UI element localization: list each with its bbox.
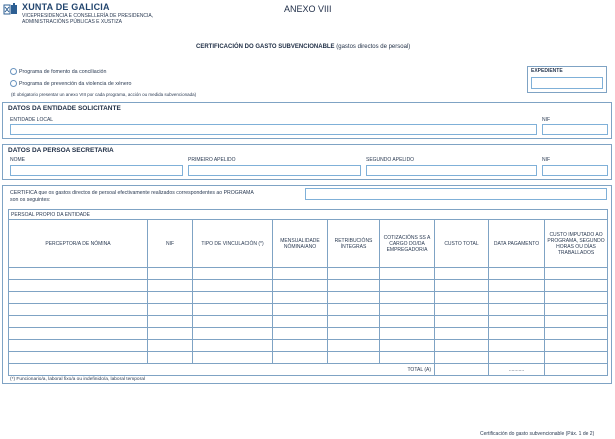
table-cell[interactable]: [328, 316, 380, 328]
table-cell[interactable]: [148, 328, 193, 340]
table-cell[interactable]: [435, 352, 489, 364]
table-cell[interactable]: [148, 316, 193, 328]
table-cell[interactable]: [380, 268, 435, 280]
secretaria-apelido2-label: SEGUNDO APELIDO: [366, 157, 415, 163]
table-cell[interactable]: [9, 352, 148, 364]
table-cell[interactable]: [545, 292, 608, 304]
table-cell[interactable]: [435, 304, 489, 316]
table-cell[interactable]: [148, 268, 193, 280]
entidade-title: DATOS DA ENTIDADE SOLICITANTE: [8, 105, 121, 112]
table-row: [9, 304, 608, 316]
table-cell[interactable]: [489, 268, 545, 280]
program-conciliacion-radio[interactable]: [10, 68, 17, 75]
table-cell[interactable]: [148, 292, 193, 304]
program-conciliacion-label: Programa de fomento da conciliación: [19, 69, 107, 75]
table-cell[interactable]: [489, 292, 545, 304]
table-cell[interactable]: [148, 352, 193, 364]
table-cell[interactable]: [435, 316, 489, 328]
table-cell[interactable]: [380, 352, 435, 364]
secretaria-nif-input[interactable]: [542, 165, 608, 176]
entidade-nif-input[interactable]: [542, 124, 608, 135]
certifica-line1: CERTIFICA que os gastos directos de persoal efectivamente realizados correspondentes ao PROGRAMA: [10, 190, 254, 196]
table-cell[interactable]: [545, 316, 608, 328]
logo-name: XUNTA DE GALICIA: [22, 2, 110, 12]
table-cell[interactable]: [435, 280, 489, 292]
column-header: CUSTO TOTAL: [435, 220, 489, 268]
department-line1: VICEPRESIDENCIA E CONSELLERÍA DE PRESIDENCIA,: [22, 13, 154, 19]
table-cell[interactable]: [489, 304, 545, 316]
table-cell[interactable]: [9, 328, 148, 340]
table-cell[interactable]: [193, 268, 273, 280]
table-cell[interactable]: [545, 340, 608, 352]
column-header: MENSUALIDADE NÓMINA/ANO: [273, 220, 328, 268]
table-cell[interactable]: [489, 340, 545, 352]
certifica-line2: son os seguintes:: [10, 197, 51, 203]
expediente-label: EXPEDIENTE: [531, 68, 563, 74]
table-row: [9, 292, 608, 304]
table-row: [9, 340, 608, 352]
table-row: [9, 328, 608, 340]
secretaria-title: DATOS DA PERSOA SECRETARIA: [8, 147, 114, 154]
total-imputado-cell[interactable]: [545, 364, 608, 376]
table-cell[interactable]: [545, 268, 608, 280]
table-cell[interactable]: [435, 340, 489, 352]
entidade-local-input[interactable]: [10, 124, 537, 135]
table-cell[interactable]: [148, 304, 193, 316]
table-row: [9, 352, 608, 364]
table-cell[interactable]: [380, 292, 435, 304]
table-cell[interactable]: [489, 352, 545, 364]
table-cell[interactable]: [489, 328, 545, 340]
table-cell[interactable]: [380, 328, 435, 340]
table-cell[interactable]: [9, 316, 148, 328]
table-cell[interactable]: [545, 328, 608, 340]
form-title: [196, 44, 410, 50]
table-cell[interactable]: [9, 304, 148, 316]
xunta-logo: [3, 3, 19, 16]
expediente-input[interactable]: [531, 77, 603, 89]
program-violencia-label: Programa de prevención da violencia de xénero: [19, 81, 132, 87]
table-cell[interactable]: [435, 328, 489, 340]
table-row: [9, 316, 608, 328]
table-cell[interactable]: [273, 268, 328, 280]
table-cell[interactable]: [9, 268, 148, 280]
footer-title: Certificación do gasto subvencionable: [480, 431, 565, 437]
table-cell[interactable]: [380, 340, 435, 352]
table-cell[interactable]: [328, 292, 380, 304]
table-cell[interactable]: [193, 340, 273, 352]
table-cell[interactable]: [273, 352, 328, 364]
table-cell[interactable]: [435, 292, 489, 304]
table-cell[interactable]: [148, 280, 193, 292]
program-note: (É obrigatorio presentar un anexo VIII por cada programa, acción ou medida subvencionada): [11, 92, 197, 97]
column-header: PERCEPTOR/A DE NÓMINA: [9, 220, 148, 268]
secretaria-apelido1-input[interactable]: [188, 165, 361, 176]
entidade-nif-label: NIF: [542, 117, 551, 123]
form-title-sub: (gastos directos de persoal): [336, 44, 411, 50]
table-footnote: (*) Funcionario/a, laboral fixo/a ou indefinido/a, laboral temporal: [10, 377, 145, 382]
column-header: RETRIBUCIÓNS ÍNTEGRAS: [328, 220, 380, 268]
table-cell[interactable]: [193, 352, 273, 364]
total-label: TOTAL (A): [9, 364, 435, 376]
form-title-main: CERTIFICACIÓN DO GASTO SUBVENCIONABLE: [196, 44, 335, 50]
department-line2: ADMINISTRACIÓNS PÚBLICAS E XUSTIZA: [22, 19, 123, 25]
column-header: TIPO DE VINCULACIÓN (*): [193, 220, 273, 268]
table-cell[interactable]: [489, 316, 545, 328]
persoal-section-label: PERSOAL PROPIO DA ENTIDADE: [9, 210, 608, 220]
total-custo-cell[interactable]: [435, 364, 489, 376]
program-violencia-radio[interactable]: [10, 80, 17, 87]
table-cell[interactable]: [328, 304, 380, 316]
column-header: COTIZACIÓNS SS A CARGO DO/DA EMPREGADOR/A: [380, 220, 435, 268]
table-cell[interactable]: [273, 304, 328, 316]
table-cell[interactable]: [193, 328, 273, 340]
certifica-program-input[interactable]: [305, 188, 607, 200]
table-cell[interactable]: [328, 328, 380, 340]
total-dots: ...........: [489, 364, 545, 376]
table-cell[interactable]: [193, 316, 273, 328]
table-cell[interactable]: [273, 340, 328, 352]
table-cell[interactable]: [545, 304, 608, 316]
table-cell[interactable]: [193, 292, 273, 304]
total-row: [9, 364, 608, 376]
secretaria-nif-label: NIF: [542, 157, 551, 163]
table-cell[interactable]: [9, 280, 148, 292]
table-row: [9, 268, 608, 280]
footer-page: (Páx. 1 de 2): [565, 431, 595, 437]
table-cell[interactable]: [380, 316, 435, 328]
table-cell[interactable]: [9, 292, 148, 304]
table-cell[interactable]: [328, 352, 380, 364]
table-cell[interactable]: [545, 352, 608, 364]
secretaria-nome-label: NOME: [10, 157, 25, 163]
secretaria-apelido2-input[interactable]: [366, 165, 537, 176]
table-cell[interactable]: [273, 316, 328, 328]
column-header: CUSTO IMPUTADO AO PROGRAMA, SEGUNDO HORAS OU DÍAS TRABALLADOS: [545, 220, 608, 268]
table-cell[interactable]: [148, 340, 193, 352]
footer-text: [480, 431, 594, 437]
persoal-table: [8, 209, 608, 376]
entidade-local-label: ENTIDADE LOCAL: [10, 117, 54, 123]
table-cell[interactable]: [273, 328, 328, 340]
entidade-section: [2, 102, 612, 139]
table-cell[interactable]: [273, 280, 328, 292]
table-cell[interactable]: [9, 340, 148, 352]
table-cell[interactable]: [380, 304, 435, 316]
expediente-box: [527, 66, 607, 93]
secretaria-apelido1-label: PRIMEIRO APELIDO: [188, 157, 236, 163]
table-cell[interactable]: [489, 280, 545, 292]
certifica-section: [2, 185, 612, 384]
table-cell[interactable]: [193, 280, 273, 292]
table-cell[interactable]: [328, 340, 380, 352]
column-header: DATA PAGAMENTO: [489, 220, 545, 268]
secretaria-section: [2, 144, 612, 180]
secretaria-nome-input[interactable]: [10, 165, 183, 176]
table-cell[interactable]: [328, 268, 380, 280]
table-row: [9, 280, 608, 292]
table-cell[interactable]: [545, 280, 608, 292]
annex-label: ANEXO VIII: [284, 4, 332, 14]
table-cell[interactable]: [273, 292, 328, 304]
column-header: NIF: [148, 220, 193, 268]
table-cell[interactable]: [380, 280, 435, 292]
table-cell[interactable]: [435, 268, 489, 280]
table-cell[interactable]: [328, 280, 380, 292]
table-cell[interactable]: [193, 304, 273, 316]
